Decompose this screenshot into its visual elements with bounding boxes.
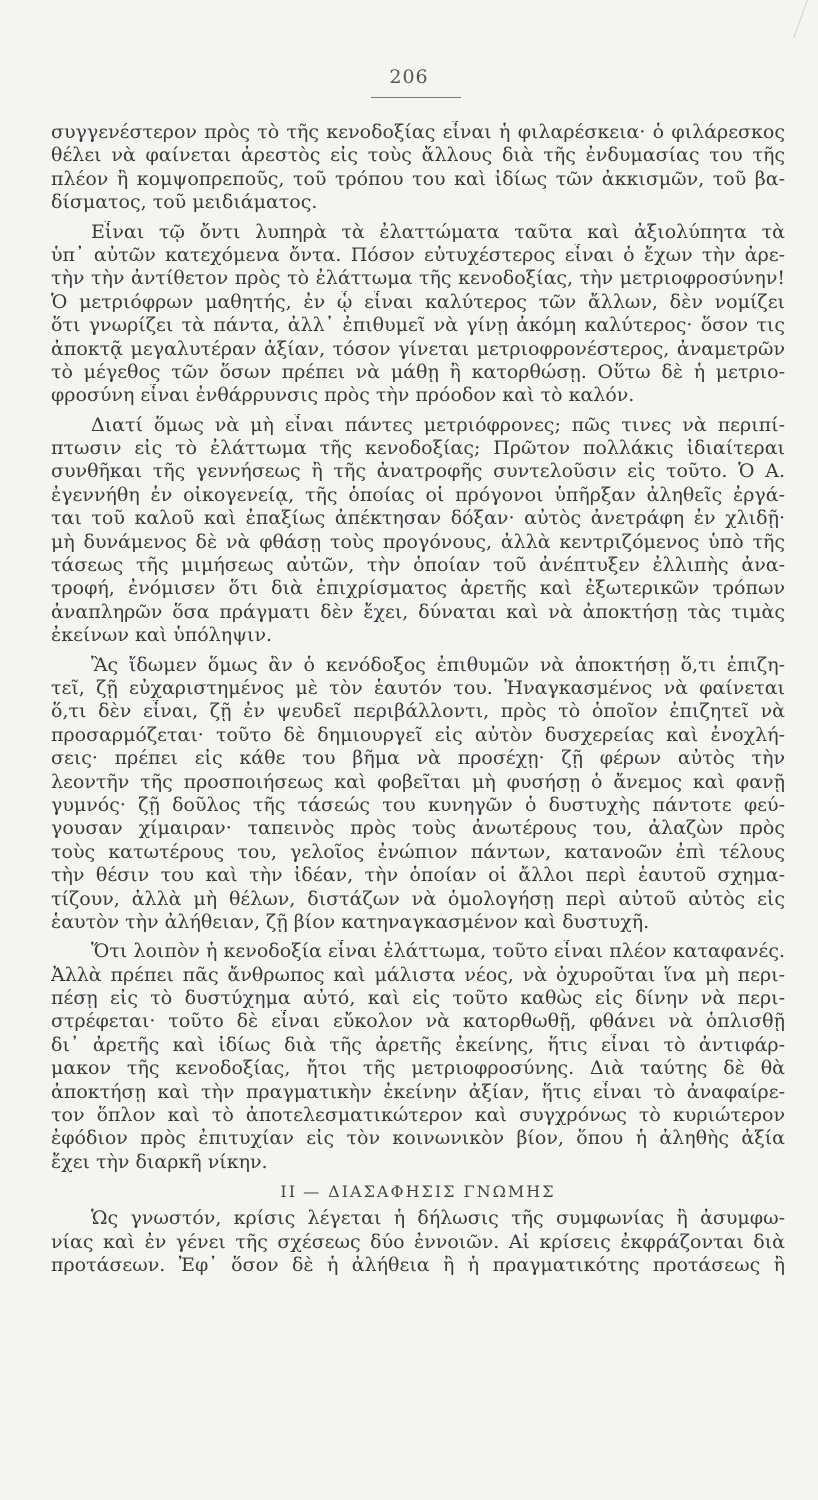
text-line: συνθῆκαι τῆς γεννήσεως ἢ τῆς ἀνατροφῆς συντελοῦσιν εἰς τοῦτο. Ὁ Α.: [51, 460, 785, 483]
scan-mark: [793, 0, 808, 38]
text-line: Ἀλλὰ πρέπει πᾶς ἄνθρωπος καὶ μάλιστα νέος, νὰ ὀχυροῦται ἵνα μὴ περι-: [51, 963, 785, 986]
text-line: τὸ μέγεθος τῶν ὅσων πρέπει νὰ μάθῃ ἢ κατορθώσῃ. Οὕτω δὲ ἡ μετριο-: [51, 360, 785, 383]
main-text-block: [51, 121, 785, 1174]
text-line: γυμνός· ζῇ δοῦλος τῆς τάσεώς του κυνηγῶν ὁ δυστυχὴς πάντοτε φεύ-: [51, 793, 785, 816]
body-text: [51, 121, 785, 1277]
text-line: μακον τῆς κενοδοξίας, ἤτοι τῆς μετριοφροσύνης. Διὰ ταύτης δὲ θὰ: [51, 1057, 785, 1080]
page-number-rule: [371, 97, 461, 98]
text-line: ἀναπληρῶν ὅσα πράγματι δὲν ἔχει, δύναται καὶ νὰ ἀποκτήσῃ τὰς τιμὰς: [51, 600, 785, 623]
text-line: ἑαυτὸν τὴν ἀλήθειαν, ζῇ βίον κατηναγκασμένον καὶ δυστυχῆ.: [51, 910, 650, 933]
text-line: δίσματος, τοῦ μειδιάματος.: [51, 191, 318, 214]
text-line: λεοντῆν τῆς προσποιήσεως καὶ φοβεῖται μὴ φυσήσῃ ὁ ἄνεμος καὶ φανῇ: [51, 770, 785, 793]
section-text-block: [51, 1207, 785, 1277]
text-line: τίζουν, ἀλλὰ μὴ θέλων, διστάζων νὰ ὁμολογήσῃ περὶ αὐτοῦ αὐτὸς εἰς: [51, 887, 785, 910]
text-line: προσαρμόζεται· τοῦτο δὲ δημιουργεῖ εἰς αὐτὸν δυσχερείας καὶ ἐνοχλή-: [51, 723, 785, 746]
text-line: φροσύνη εἶναι ἐνθάρρυνσις πρὸς τὴν πρόοδον καὶ τὸ καλόν.: [51, 384, 635, 407]
section-title: ΔΙΑΣΑΦΗΣΙΣ ΓΝΩΜΗΣ: [328, 1182, 556, 1202]
text-line: τροφή, ἐνόμισεν ὅτι διὰ ἐπιχρίσματος ἀρετῆς καὶ ἐξωτερικῶν τρόπων: [51, 577, 785, 600]
page-number: 206: [389, 66, 429, 88]
text-line: ὅτι γνωρίζει τὰ πάντα, ἀλλ᾽ ἐπιθυμεῖ νὰ γίνῃ ἀκόμη καλύτερος· ὅσον τις: [51, 314, 785, 337]
text-line: τοὺς κατωτέρους του, γελοῖος ἐνώπιον πάντων, κατανοῶν ἐπὶ τέλους: [51, 840, 785, 863]
text-line: πέσῃ εἰς τὸ δυστύχημα αὐτό, καὶ εἰς τοῦτο καθὼς εἰς δίνην νὰ περι-: [51, 987, 785, 1010]
text-line: ἀποκτήσῃ καὶ τὴν πραγματικὴν ἐκείνην ἀξίαν, ἥτις εἶναι τὸ ἀναφαίρε-: [51, 1080, 785, 1103]
text-line: ἐγεννήθη ἐν οἰκογενείᾳ, τῆς ὁποίας οἱ πρόγονοι ὑπῆρξαν ἀληθεῖς ἐργά-: [51, 483, 785, 506]
text-line: Διατί ὅμως νὰ μὴ εἶναι πάντες μετριόφρονες; πῶς τινες νὰ περιπί-: [91, 413, 785, 436]
text-line: προτάσεων. Ἐφ᾽ ὅσον δὲ ἡ ἀλήθεια ἢ ἡ πραγματικότης προτάσεως ἢ: [51, 1253, 785, 1276]
text-line: γουσαν χίμαιραν· ταπεινὸς πρὸς τοὺς ἀνωτέρους του, ἀλαζὼν πρὸς: [51, 817, 785, 840]
text-line: ἀποκτᾷ μεγαλυτέραν ἀξίαν, τόσον γίνεται μετριοφρονέστερος, ἀναμετρῶν: [51, 337, 785, 360]
text-line: πτωσιν εἰς τὸ ἐλάττωμα τῆς κενοδοξίας; Πρῶτον πολλάκις ἰδιαίτεραι: [51, 437, 785, 460]
text-line: ται τοῦ καλοῦ καὶ ἐπαξίως ἀπέκτησαν δόξαν· αὐτὸς ἀνετράφη ἐν χλιδῇ·: [51, 507, 785, 530]
text-line: ὑπ᾽ αὐτῶν κατεχόμενα ὄντα. Πόσον εὐτυχέστερος εἶναι ὁ ἔχων τὴν ἀρε-: [51, 243, 785, 266]
text-line: συγγενέστερον πρὸς τὸ τῆς κενοδοξίας εἶναι ἡ φιλαρέσκεια· ὁ φιλάρεσκος: [51, 121, 785, 143]
text-line: μὴ δυνάμενος δὲ νὰ φθάσῃ τοὺς προγόνους, ἀλλὰ κεντριζόμενος ὑπὸ τῆς: [51, 530, 785, 553]
text-line: τὴν τὴν ἀντίθετον πρὸς τὸ ἐλάττωμα τῆς κενοδοξίας, τὴν μετριοφροσύνην!: [51, 267, 785, 290]
text-line: Ὁ μετριόφρων μαθητής, ἐν ᾧ εἶναι καλύτερος τῶν ἄλλων, δὲν νομίζει: [51, 290, 785, 313]
text-line: σεις· πρέπει εἰς κάθε του βῆμα νὰ προσέχῃ· ζῇ φέρων αὐτὸς τὴν: [51, 747, 785, 770]
text-line: νίας καὶ ἐν γένει τῆς σχέσεως δύο ἐννοιῶν. Αἱ κρίσεις ἐκφράζονται διὰ: [51, 1230, 785, 1253]
section-number: II: [280, 1182, 298, 1202]
text-line: ἐφόδιον πρὸς ἐπιτυχίαν εἰς τὸν κοινωνικὸν βίον, ὅπου ἡ ἀληθὴς ἀξία: [51, 1127, 785, 1150]
text-line: τάσεως τῆς μιμήσεως αὐτῶν, τὴν ὁποίαν τοῦ ἀνέπτυξεν ἐλλιπὴς ἀνα-: [51, 554, 785, 577]
text-line: ὅ,τι δὲν εἶναι, ζῇ ἐν ψευδεῖ περιβάλλοντι, πρὸς τὸ ὁποῖον ἐπιζητεῖ νὰ: [51, 700, 785, 723]
text-line: ἔχει τὴν διαρκῆ νίκην.: [51, 1150, 268, 1173]
text-line: στρέφεται· τοῦτο δὲ εἶναι εὔκολον νὰ κατορθωθῇ, φθάνει νὰ ὁπλισθῇ: [51, 1010, 785, 1033]
text-line: τον ὅπλον καὶ τὸ ἀποτελεσματικώτερον καὶ συγχρόνως τὸ κυριώτερον: [51, 1104, 785, 1127]
text-line: Ὅτι λοιπὸν ἡ κενοδοξία εἶναι ἐλάττωμα, τοῦτο εἶναι πλέον καταφανές.: [91, 940, 785, 963]
text-line: Ἂς ἴδωμεν ὅμως ἂν ὁ κενόδοξος ἐπιθυμῶν νὰ ἀποκτήσῃ ὅ,τι ἐπιζη-: [91, 653, 785, 676]
section-heading: [51, 1180, 785, 1203]
text-line: Εἶναι τῷ ὄντι λυπηρὰ τὰ ἐλαττώματα ταῦτα καὶ ἀξιολύπητα τὰ: [91, 220, 785, 243]
text-line: πλέον ἢ κομψοπρεποῦς, τοῦ τρόπου του καὶ ἰδίως τῶν ἀκκισμῶν, τοῦ βα-: [51, 167, 785, 190]
text-line: δι᾽ ἀρετῆς καὶ ἰδίως διὰ τῆς ἀρετῆς ἐκείνης, ἥτις εἶναι τὸ ἀντιφάρ-: [51, 1033, 785, 1056]
section-dash: —: [303, 1182, 322, 1202]
text-line: Ὡς γνωστόν, κρίσις λέγεται ἡ δήλωσις τῆς συμφωνίας ἢ ἀσυμφω-: [91, 1207, 785, 1230]
text-line: τὴν θέσιν του καὶ τὴν ἰδέαν, τὴν ὁποίαν οἱ ἄλλοι περὶ ἑαυτοῦ σχημα-: [51, 864, 785, 887]
text-line: θέλει νὰ φαίνεται ἀρεστὸς εἰς τοὺς ἄλλους διὰ τῆς ἐνδυμασίας του τῆς: [51, 144, 785, 167]
text-line: ἐκείνων καὶ ὑπόληψιν.: [51, 624, 273, 647]
text-line: τεῖ, ζῇ εὐχαριστημένος μὲ τὸν ἑαυτόν του. Ἠναγκασμένος νὰ φαίνεται: [51, 676, 785, 699]
